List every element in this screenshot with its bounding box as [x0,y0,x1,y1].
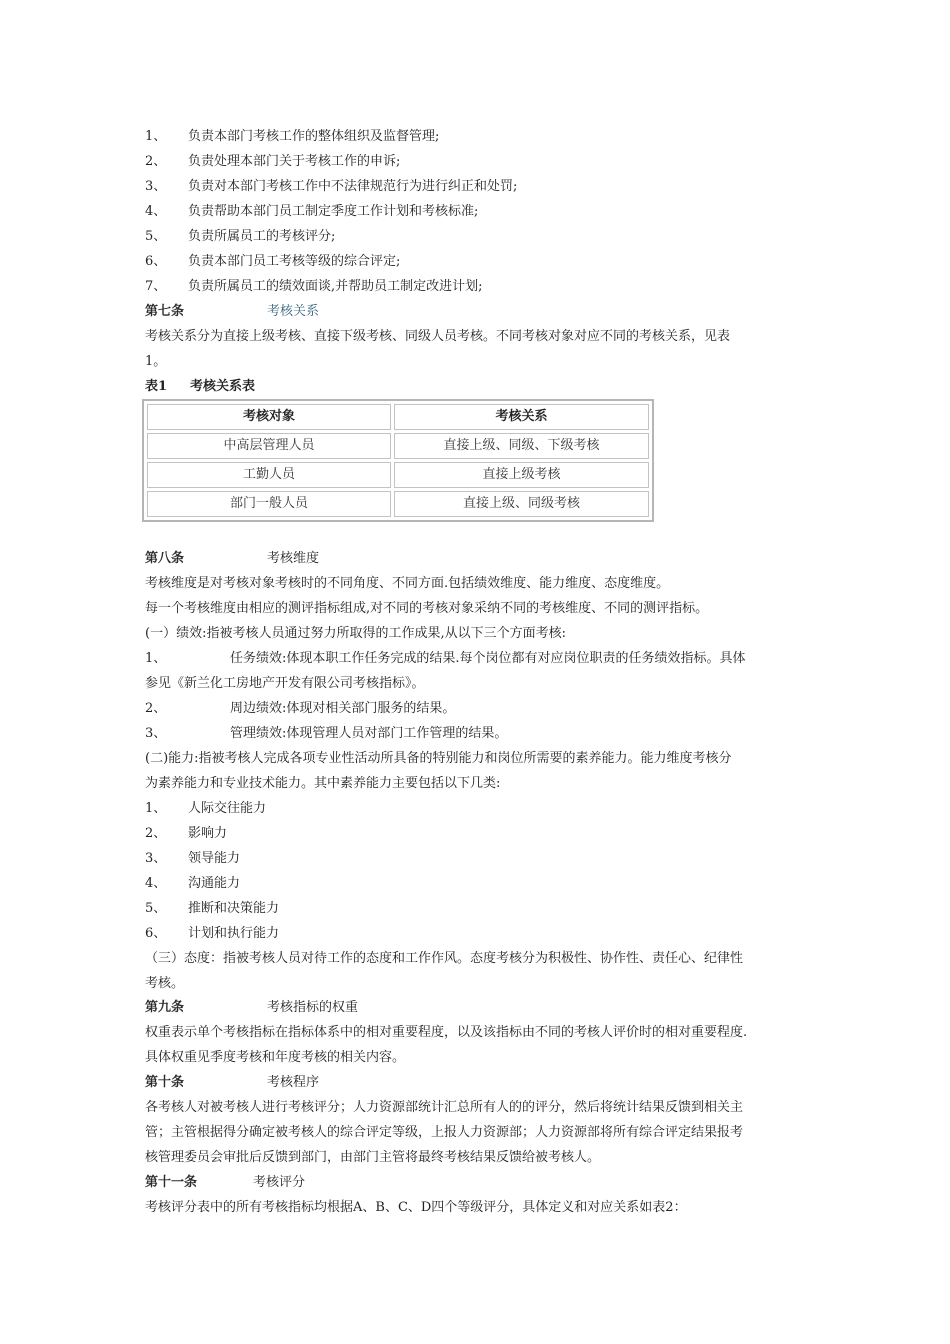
article-label: 第九条 [145,1000,185,1015]
list-text: 领导能力 [188,851,241,866]
paragraph: 具体权重见季度考核和年度考核的相关内容。 [145,1050,406,1065]
list-item [145,149,815,174]
article-label: 第十一条 [145,1175,198,1190]
list-item [145,199,815,224]
list-item [145,871,815,896]
article-label: 第十条 [145,1075,185,1090]
paragraph: (二)能力:指被考核人完成各项专业性活动所具备的特别能力和岗位所需要的素养能力。能力维度考核分 [145,751,732,766]
list-number: 7、 [145,279,167,294]
list-text: 负责所属员工的考核评分; [188,229,336,244]
paragraph: 每一个考核维度由相应的测评指标组成,对不同的考核对象采纳不同的考核维度、不同的测评指标。 [145,601,709,616]
list-number: 5、 [145,229,167,244]
list-item [145,821,815,846]
list-number: 2、 [145,154,167,169]
list-number: 6、 [145,254,167,269]
list-item [145,696,815,721]
article-heading [145,995,815,1020]
list-number: 2、 [145,826,167,841]
table-header-cell: 考核关系 [394,404,649,430]
list-number: 1、 [145,801,167,816]
table-cell: 工勤人员 [147,462,391,488]
paragraph: 考核评分表中的所有考核指标均根据A、B、C、D四个等级评分，具体定义和对应关系如表2： [145,1200,687,1215]
article-label: 第八条 [145,551,185,566]
list-item [145,846,815,871]
paragraph: 权重表示单个考核指标在指标体系中的相对重要程度，以及该指标由不同的考核人评价时的相对重要程度. [145,1025,748,1040]
list-text: 负责对本部门考核工作中不法律规范行为进行纠正和处罚; [188,179,518,194]
list-text: 计划和执行能力 [188,926,280,941]
list-text: 负责处理本部门关于考核工作的申诉; [188,154,401,169]
paragraph: 参见《新兰化工房地产开发有限公司考核指标》。 [145,676,425,691]
list-number: 3、 [145,726,167,741]
list-text: 人际交往能力 [188,801,267,816]
paragraph: 为素养能力和专业技术能力。其中素养能力主要包括以下几类: [145,776,501,791]
article-title: 考核程序 [267,1075,320,1090]
table-cell: 部门一般人员 [147,491,391,517]
table-cell: 中高层管理人员 [147,433,391,459]
list-text: 沟通能力 [188,876,241,891]
list-number: 6、 [145,926,167,941]
list-text: 周边绩效:体现对相关部门服务的结果。 [230,701,456,716]
paragraph: 核管理委员会审批后反馈到部门，由部门主管将最终考核结果反馈给被考核人。 [145,1150,601,1165]
article-title: 考核评分 [253,1175,306,1190]
list-item [145,224,815,249]
list-item [145,796,815,821]
list-number: 4、 [145,204,167,219]
list-item [145,921,815,946]
article-heading [145,1070,815,1095]
list-item [145,646,815,671]
table-cell: 直接上级、同级考核 [394,491,649,517]
list-number: 1、 [145,129,167,144]
list-number: 1、 [145,651,167,666]
list-item [145,721,815,746]
list-number: 3、 [145,851,167,866]
table-cell: 直接上级、同级、下级考核 [394,433,649,459]
list-number: 4、 [145,876,167,891]
article-heading [145,299,815,324]
table-caption-number: 表1 [145,379,168,394]
list-number: 5、 [145,901,167,916]
paragraph: (一）绩效:指被考核人员通过努力所取得的工作成果,从以下三个方面考核: [145,626,566,641]
list-item [145,124,815,149]
table-row [147,462,649,488]
paragraph: 考核关系分为直接上级考核、直接下级考核、同级人员考核。不同考核对象对应不同的考核关系，见表 [145,329,731,344]
relation-table [142,399,654,522]
list-number: 3、 [145,179,167,194]
article-title: 考核关系 [267,304,320,319]
article-heading [145,1170,815,1195]
list-text: 负责帮助本部门员工制定季度工作计划和考核标准; [188,204,479,219]
list-text: 负责本部门员工考核等级的综合评定; [188,254,401,269]
list-text: 推断和决策能力 [188,901,280,916]
list-text: 负责所属员工的绩效面谈,并帮助员工制定改进计划; [188,279,483,294]
paragraph: 1。 [145,354,167,369]
list-number: 2、 [145,701,167,716]
article-title: 考核指标的权重 [267,1000,359,1015]
table-caption-title: 考核关系表 [190,379,256,394]
list-text: 管理绩效:体现管理人员对部门工作管理的结果。 [230,726,508,741]
table-row [147,433,649,459]
list-item [145,274,815,299]
table-header-row [147,404,649,430]
table-caption [145,374,815,399]
list-item [145,896,815,921]
paragraph: 考核。 [145,976,185,991]
list-item [145,249,815,274]
paragraph: （三）态度：指被考核人员对待工作的态度和工作作风。态度考核分为积极性、协作性、责任心、纪律性 [145,951,744,966]
paragraph: 管；主管根据得分确定被考核人的综合评定等级，上报人力资源部；人力资源部将所有综合评定结果报考 [145,1125,744,1140]
list-text: 任务绩效:体现本职工作任务完成的结果.每个岗位都有对应岗位职责的任务绩效指标。具体 [230,651,746,666]
list-text: 影响力 [188,826,228,841]
article-title: 考核维度 [267,551,320,566]
list-item [145,174,815,199]
paragraph: 考核维度是对考核对象考核时的不同角度、不同方面.包括绩效维度、能力维度、态度维度。 [145,576,670,591]
paragraph: 各考核人对被考核人进行考核评分；人力资源部统计汇总所有人的的评分，然后将统计结果反馈到相关主 [145,1100,744,1115]
table-cell: 直接上级考核 [394,462,649,488]
article-heading [145,546,815,571]
table-header-cell: 考核对象 [147,404,391,430]
article-label: 第七条 [145,304,185,319]
list-text: 负责本部门考核工作的整体组织及监督管理; [188,129,440,144]
table-row [147,491,649,517]
